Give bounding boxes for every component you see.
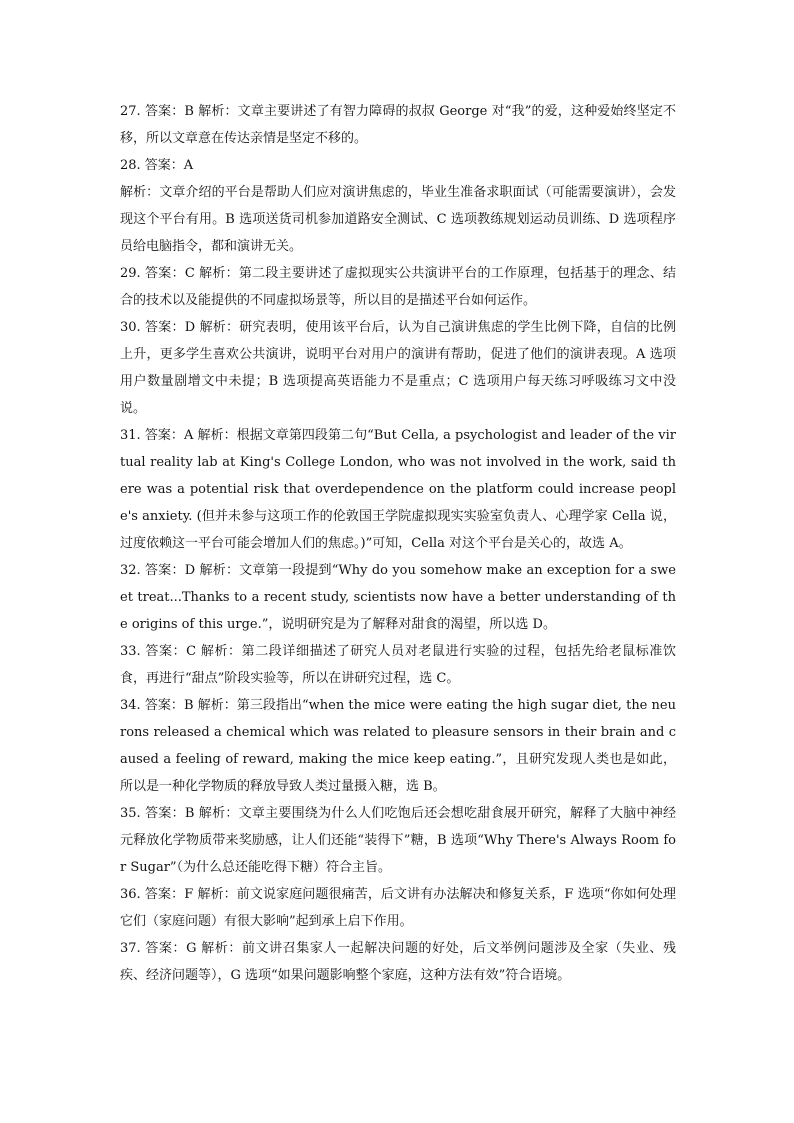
answer-30: 30. 答案：D 解析：研究表明，使用该平台后，认为自己演讲焦虑的学生比例下降，自信的比例上升，更多学生喜欢公共演讲，说明平台对用户的演讲有帮助，促进了他们的演讲表现。A 选项用户数量剧增文中未提；B 选项提高英语能力不是重点；C 选项用户每天练习呼吸练习文中没说。 bbox=[120, 320, 676, 416]
answer-31: 31. 答案：A 解析：根据文章第四段第二句“But Cella, a psychologist and leader of the virtual reality lab at King's College London, who was not involved in the work, said there was a potential risk that overdependence on the platform could increase people's anxiety. (但并未参与这项工作的伦敦国王学院虚拟现实实验室负责人、心理学家 Cella 说，过度依赖这一平台可能会增加人们的焦虑。)”可知，Cella 对这个平台是关心的，故选 A。 bbox=[120, 428, 676, 551]
answer-27: 27. 答案：B 解析：文章主要讲述了有智力障碍的叔叔 George 对“我”的爱，这种爱始终坚定不移，所以文章意在传达亲情是坚定不移的。 bbox=[120, 104, 676, 146]
answer-28: 28. 答案：A bbox=[120, 158, 194, 173]
answer-33: 33. 答案：C 解析：第二段详细描述了研究人员对老鼠进行实验的过程，包括先给老鼠标准饮食，再进行“甜点”阶段实验等，所以在讲研究过程，选 C。 bbox=[120, 644, 676, 686]
answer-28-explanation: 解析：文章介绍的平台是帮助人们应对演讲焦虑的，毕业生准备求职面试（可能需要演讲），会发现这个平台有用。B 选项送货司机参加道路安全测试、C 选项教练规划运动员训练、D 选项程序员给电脑指令，都和演讲无关。 bbox=[120, 185, 676, 254]
answer-document bbox=[120, 98, 676, 989]
answer-35: 35. 答案：B 解析：文章主要围绕为什么人们吃饱后还会想吃甜食展开研究，解释了大脑中神经元释放化学物质带来奖励感，让人们还能“装得下”糖，B 选项“Why There's Always Room for Sugar”（为什么总还能吃得下糖）符合主旨。 bbox=[120, 806, 676, 875]
answer-34: 34. 答案：B 解析：第三段指出“when the mice were eating the high sugar diet, the neurons released a chemical which was related to pleasure sensors in their brain and caused a feeling of reward, making the mice keep eating.”，且研究发现人类也是如此，所以是一种化学物质的释放导致人类过量摄入糖，选 B。 bbox=[120, 698, 676, 794]
answer-37: 37. 答案：G 解析：前文讲召集家人一起解决问题的好处，后文举例问题涉及全家（失业、残疾、经济问题等），G 选项“如果问题影响整个家庭，这种方法有效”符合语境。 bbox=[120, 941, 676, 983]
answer-29: 29. 答案：C 解析：第二段主要讲述了虚拟现实公共演讲平台的工作原理，包括基于的理念、结合的技术以及能提供的不同虚拟场景等，所以目的是描述平台如何运作。 bbox=[120, 266, 676, 308]
answer-32: 32. 答案：D 解析：文章第一段提到“Why do you somehow make an exception for a sweet treat...Thanks to a recent study, scientists now have a better understanding of the origins of this urge.”，说明研究是为了解释对甜食的渴望，所以选 D。 bbox=[120, 563, 676, 632]
answer-36: 36. 答案：F 解析：前文说家庭问题很痛苦，后文讲有办法解决和修复关系，F 选项“你如何处理它们（家庭问题）有很大影响”起到承上启下作用。 bbox=[120, 887, 676, 929]
